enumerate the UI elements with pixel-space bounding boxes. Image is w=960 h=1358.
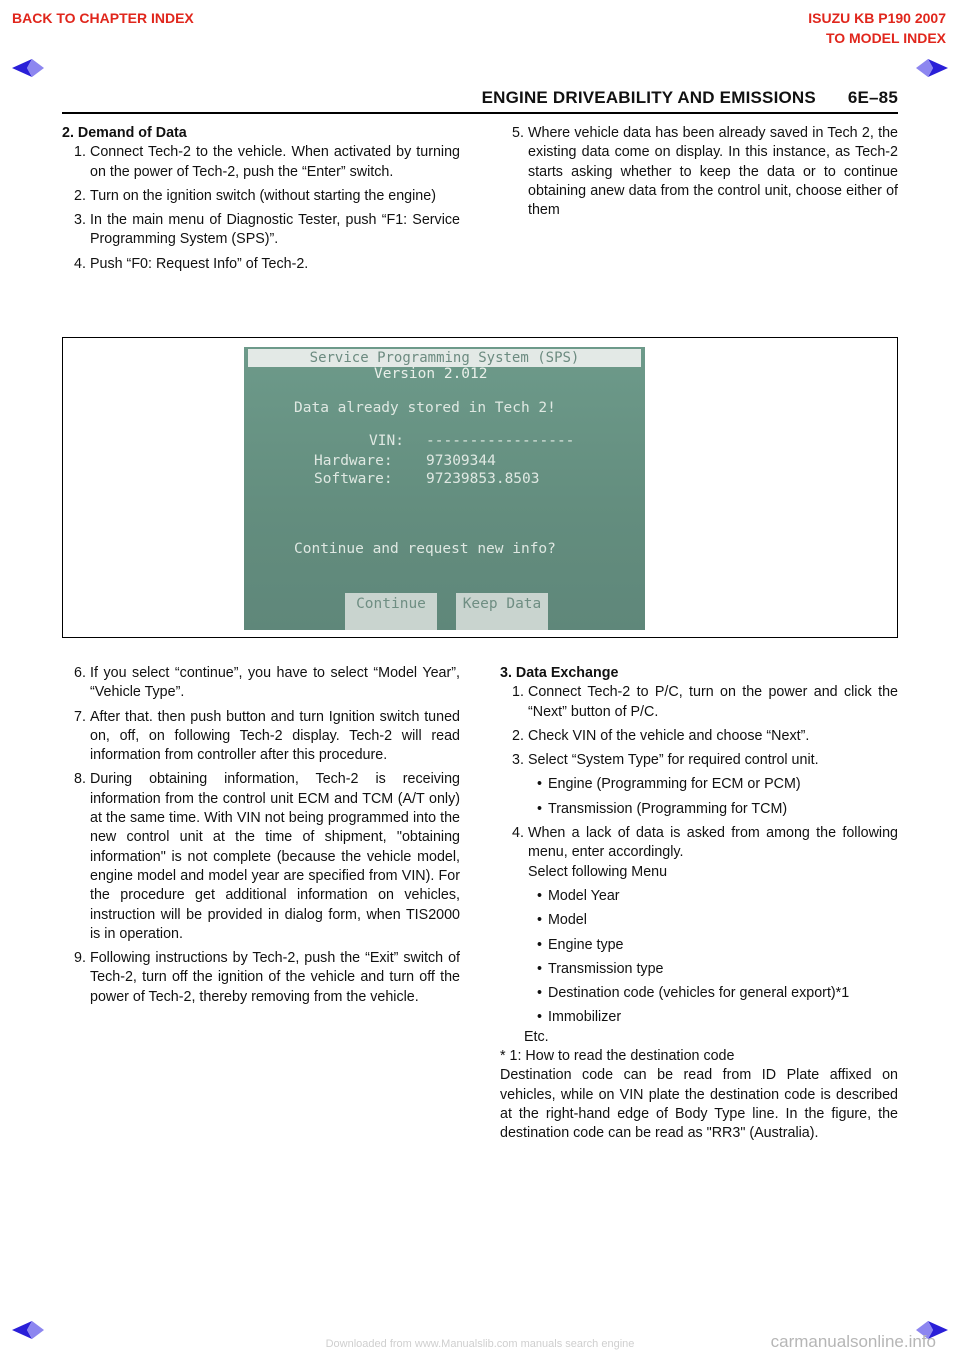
next-page-arrow-icon[interactable] [914, 56, 950, 80]
screen-hardware-label: Hardware: [314, 453, 393, 469]
screen-message: Data already stored in Tech 2! [294, 400, 556, 416]
list-item: 4. Push “F0: Request Info” of Tech-2. [74, 255, 309, 272]
to-model-index-link[interactable]: TO MODEL INDEX [825, 30, 946, 46]
list-item: 5. Where vehicle data has been already saved in Tech 2, the existing data come on display. In this instance, as Tech-2 starts asking whether to keep the data or to continue obtaining anew data from the control unit, choose either of them [512, 125, 898, 219]
tech2-screen-photo [244, 347, 645, 630]
page-header [482, 88, 898, 108]
list-item: 2. Turn on the ignition switch (without starting the engine) [74, 187, 436, 204]
etc-text: Etc. [524, 1028, 549, 1045]
download-footer: Downloaded from www.Manualslib.com manuals search engine [325, 1338, 635, 1350]
list-item: • Engine (Programming for ECM or PCM) [500, 775, 898, 794]
list-item: • Engine type [500, 936, 898, 955]
list-item: 4. When a lack of data is asked from among the following menu, enter accordingly. Select following Menu • Model Year • Model • Engine type • Transmission type • Destination code (vehicles for general export)*1 • Immobilizer [500, 824, 898, 1028]
list-item: • Model Year [500, 887, 898, 906]
screen-version: Version 2.012 [374, 366, 488, 382]
section-demand-of-data [62, 124, 460, 279]
list-item: • Transmission (Programming for TCM) [500, 800, 898, 819]
list-item: 1. Connect Tech-2 to P/C, turn on the power and click the “Next” button of P/C. [512, 684, 898, 720]
section-heading: 3. Data Exchange [500, 665, 619, 681]
screen-hardware-value: 97309344 [426, 453, 496, 469]
section-demand-of-data-steps [62, 664, 460, 1012]
list-item: 7. After that. then push button and turn Ignition switch tuned on, off, on following Tech-2 display. Tech-2 will read information from controller after this procedure. [74, 708, 460, 764]
back-to-chapter-index-link[interactable]: BACK TO CHAPTER INDEX [12, 10, 194, 26]
section-demand-of-data-cont [500, 124, 898, 225]
page-number: 6E–85 [847, 88, 898, 107]
list-item: 9. Following instructions by Tech-2, push the “Exit” switch of Tech-2, turn off the ignition of the vehicle and turn off the power of Tech-2, thereby removing from the vehicle. [74, 950, 460, 1005]
screen-title: Service Programming System (SPS) [248, 349, 641, 367]
list-item: • Model [500, 911, 898, 930]
screen-prompt: Continue and request new info? [294, 541, 556, 557]
previous-page-arrow-icon[interactable] [10, 56, 46, 80]
model-title-link[interactable]: ISUZU KB P190 2007 [808, 10, 946, 26]
header-divider [62, 112, 898, 114]
select-menu-label: Select following Menu [528, 863, 668, 880]
list-item: • Destination code (vehicles for general export)*1 [500, 984, 898, 1003]
screen-vin-value: ----------------- [426, 433, 575, 449]
list-item: 3. Select “System Type” for required control unit. • Engine (Programming for ECM or PCM) • Transmission (Programming for TCM) [500, 751, 898, 819]
section-heading: 2. Demand of Data [62, 125, 187, 141]
list-item: • Immobilizer [500, 1008, 898, 1027]
screen-software-label: Software: [314, 471, 393, 487]
screen-software-value: 97239853.8503 [426, 471, 540, 487]
list-item: 6. If you select “continue”, you have to select “Model Year”, “Vehicle Type”. [74, 665, 460, 701]
watermark-text: carmanualsonline.info [770, 1332, 936, 1351]
list-item: 8. During obtaining information, Tech-2 is receiving information from the control unit ECM and TCM (A/T only) at the same time. With VIN not being programmed into the new control unit at the time of shipment, "obtaining information" is not complete (because the vehicle model, engine model and model year are specified from VIN). For the procedure get additional information on vehicles, instruction will be provided in dialog form, when TIS2000 is in operation. [74, 771, 460, 942]
section-data-exchange [500, 664, 898, 1144]
keep-data-button[interactable]: Keep Data [456, 593, 548, 630]
screen-vin-label: VIN: [369, 433, 404, 449]
list-item: 3. In the main menu of Diagnostic Tester, push “F1: Service Programming System (SPS)”. [74, 212, 460, 248]
footnote-title: * 1: How to read the destination code [500, 1048, 735, 1065]
footnote-text: Destination code can be read from ID Plate affixed on vehicles, while on VIN plate the destination code is described at the right-hand edge of Body Type line. In the figure, the destination code can be read as "RR3" (Australia). [500, 1067, 898, 1142]
list-item: • Transmission type [500, 960, 898, 979]
list-item: 1. Connect Tech-2 to the vehicle. When activated by turning on the power of Tech-2, push the “Enter” switch. [74, 144, 460, 180]
continue-button[interactable]: Continue [345, 593, 437, 630]
header-title: ENGINE DRIVEABILITY AND EMISSIONS [481, 88, 816, 107]
list-item: 2. Check VIN of the vehicle and choose “Next”. [512, 727, 810, 744]
